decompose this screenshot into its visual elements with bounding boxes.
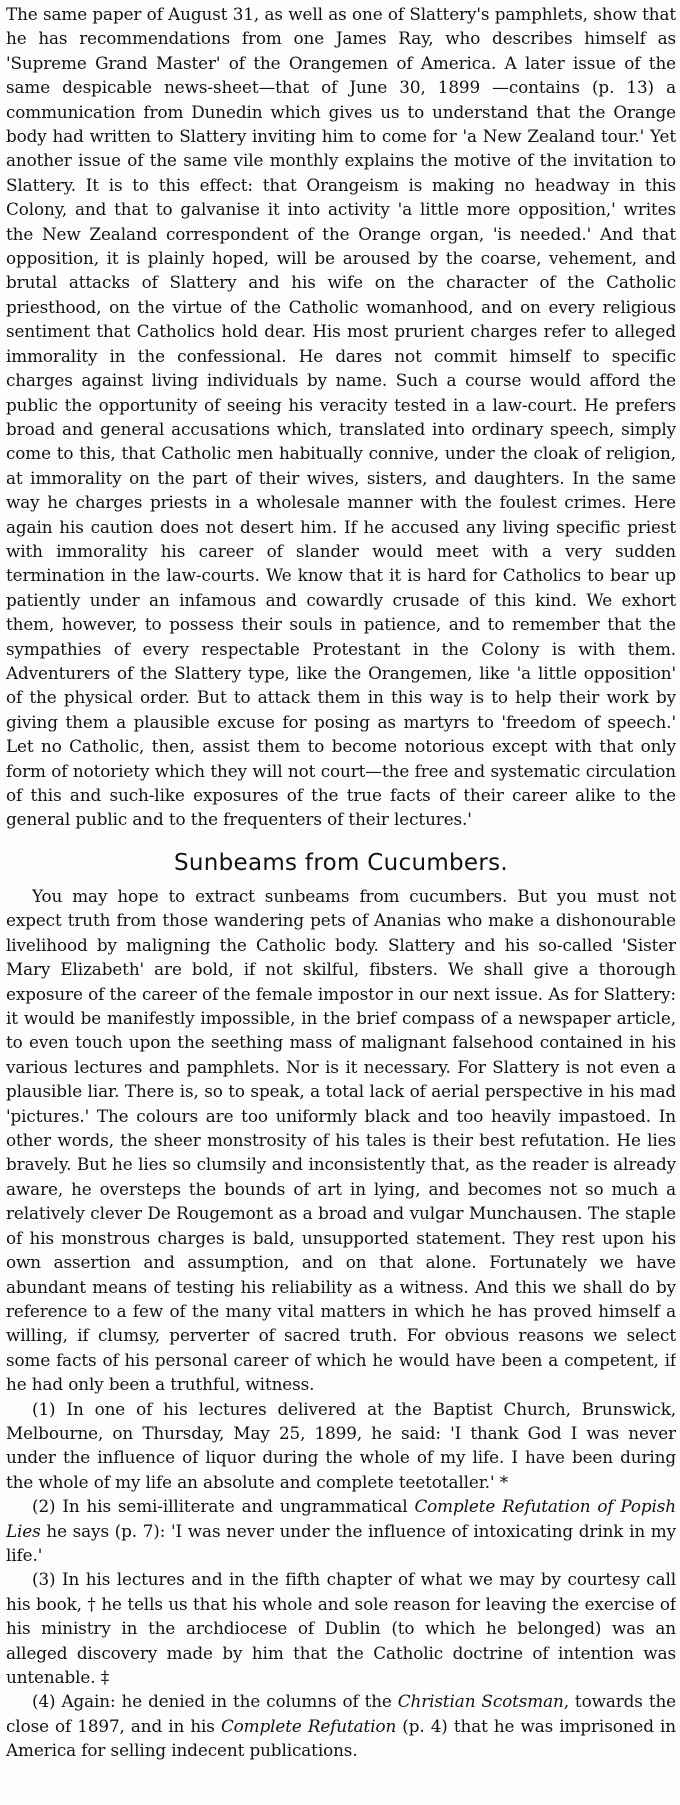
p3-text-b: he says (p. 7): 'I was never under the influence of intoxicating drink in my life.' bbox=[6, 1520, 676, 1565]
article-intro bbox=[6, 2, 676, 842]
section-body bbox=[6, 884, 676, 1804]
p5-newspaper-title: Christian Scotsman bbox=[397, 1691, 564, 1712]
p3-text-a: (2) In his semi-illiterate and ungrammatical bbox=[32, 1496, 415, 1517]
p5-text-b: , towards the close of 1897, and in his bbox=[6, 1691, 676, 1736]
section-heading: Sunbeams from Cucumbers. bbox=[173, 850, 509, 876]
p5-text-a: (4) Again: he denied in the columns of the bbox=[32, 1691, 398, 1712]
section-paragraph-5 bbox=[6, 1689, 676, 1762]
p5-book-title: Complete Refutation bbox=[220, 1715, 397, 1736]
p3-book-title: Complete Refutation of Popish Lies bbox=[6, 1496, 676, 1541]
section-paragraph-4: (3) In his lectures and in the fifth chapter of what we may by courtesy call his book, † he tells us that his whole and sole reason for leaving the exercise of his ministry in the archdiocese of Dublin (to which he belonged) was an alleged discovery made by him that the Catholic doctrine of intention was untenable. ‡ bbox=[6, 1569, 676, 1687]
p5-text-c: (p. 4) that he was imprisoned in America for selling indecent publications. bbox=[6, 1715, 676, 1761]
section-paragraph-1: You may hope to extract sunbeams from cucumbers. But you must not expect truth from those wandering pets of Ananias who make a dishonourable livelihood by maligning the Catholic body. Slattery and his so-called 'Sister Mary Elizabeth' are bold, if not skilful, fibsters. We shall give a thorough exposure of the career of the female impostor in our next issue. As for Slattery: it would be manifestly impossible, in the brief compass of a newspaper article, to even touch upon the seething mass of malignant falsehood contained in his various lectures and pamphlets. Nor is it necessary. For Slattery is not even a plausible liar. There is, so to speak, a total lack of aerial perspective in his mad 'pictures.' The colours are too uniformly black and too heavily impastoed. In other words, the sheer monstrosity of his tales is their best refutation. He lies bravely. But he lies so clumsily and inconsistently that, as the reader is already aware, he oversteps the bounds of art in lying, and becomes not so much a relatively clever De Rougemont as a broad and vulgar Munchausen. The staple of his monstrous charges is bald, unsupported statement. They rest upon his own assertion and assumption, and on that alone. Fortunately we have abundant means of testing his reliability as a witness. And this we shall do by reference to a few of the many vital matters in which he has proved himself a willing, if clumsy, perverter of sacred truth. For obvious reasons we select some facts of his personal career of which he would have been a competent, if he had only been a truthful, witness. bbox=[6, 886, 676, 1395]
section-paragraph-3 bbox=[6, 1494, 676, 1567]
section-paragraph-2: (1) In one of his lectures delivered at the Baptist Church, Brunswick, Melbourne, on Thursday, May 25, 1899, he said: 'I thank God I was never under the influence of liquor during the whole of my life. I have been during the whole of my life an absolute and complete teetotaller.' * bbox=[6, 1398, 676, 1492]
intro-paragraph: The same paper of August 31, as well as one of Slattery's pamphlets, show that he has recommendations from one James Ray, who describes himself as 'Supreme Grand Master' of the Orangemen of America. A later issue of the same despicable news-sheet—that of June 30, 1899 —contains (p. 13) a communication from Dunedin which gives us to understand that the Orange body had written to Slattery inviting him to come for 'a New Zealand tour.' Yet another issue of the same vile monthly explains the motive of the invitation to Slattery. It is to this effect: that Orangeism is making no headway in this Colony, and that to galvanise it into activity 'a little more opposition,' writes the New Zealand correspondent of the Orange organ, 'is needed.' And that opposition, it is plainly hoped, will be aroused by the coarse, vehement, and brutal attacks of Slattery and his wife on the character of the Catholic priesthood, on the virtue of the Catholic womanhood, and on every religious sentiment that Catholics hold dear. His most prurient charges refer to alleged immorality in the confessional. He dares not commit himself to specific charges against living individuals by name. Such a course would afford the public the opportunity of seeing his veracity tested in a law-court. He prefers broad and general accusations which, translated into ordinary speech, simply come to this, that Catholic men habitually connive, under the cloak of religion, at immorality on the part of their wives, sisters, and daughters. In the same way he charges priests in a wholesale manner with the foulest crimes. Here again his caution does not desert him. If he accused any living specific priest with immorality his career of slander would meet with a very sudden termination in the law-courts. We know that it is hard for Catholics to bear up patiently under an infamous and cowardly crusade of this kind. We exhort them, however, to possess their souls in patience, and to remember that the sympathies of every respectable Protestant in the Colony is with them. Adventurers of the Slattery type, like the Orangemen, like 'a little opposition' of the physical order. But to attack them in this way is to help their work by giving them a plausible excuse for posing as martyrs to 'freedom of speech.' Let no Catholic, then, assist them to become notorious except with that only form of notoriety which they will not court—the free and systematic circulation of this and such-like exposures of the true facts of their career alike to the general public and to the frequenters of their lectures.' bbox=[6, 4, 676, 830]
